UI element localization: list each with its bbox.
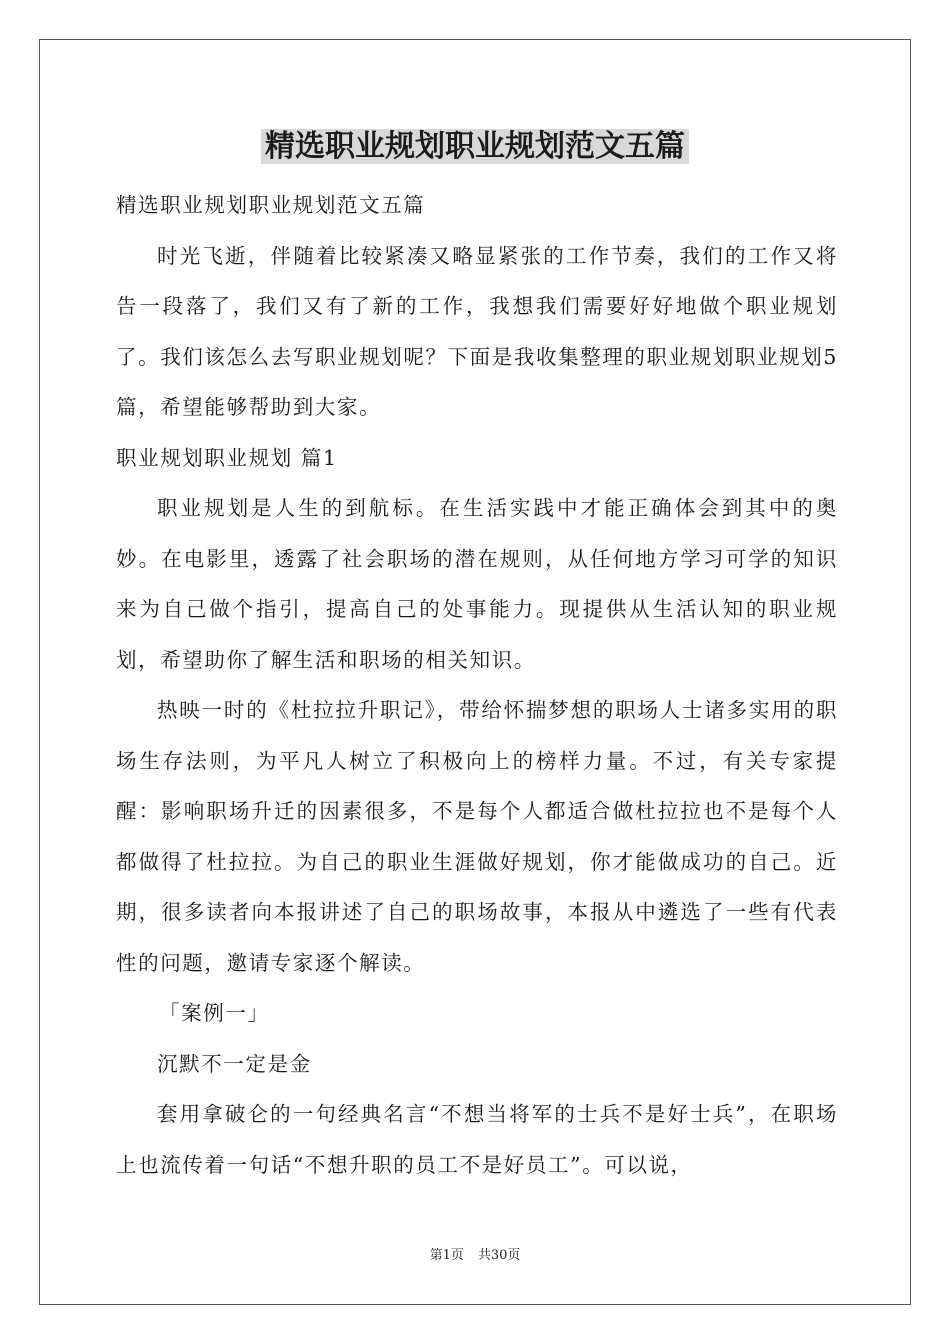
section-heading: 职业规划职业规划 篇1: [116, 445, 338, 470]
case-heading: 沉默不一定是金: [157, 1051, 312, 1076]
page-footer: [0, 1247, 950, 1265]
page-number: 第1页: [429, 1248, 464, 1263]
paragraph-body: 热映一时的《杜拉拉升职记》，带给怀揣梦想的职场人士诸多实用的职场生存法则，为平凡人树立了积极向上的榜样力量。不过，有关专家提醒：影响职场升迁的因素很多，不是每个人都适合做杜拉拉也不是每个人都做得了杜拉拉。为自己的职业生涯做好规划，你才能做成功的自己。近期，很多读者向本报讲述了自己的职场故事，本报从中遴选了一些有代表性的问题，邀请专家逐个解读。: [116, 698, 838, 975]
paragraph-subtitle: 精选职业规划职业规划范文五篇: [116, 193, 426, 217]
paragraph-body: 套用拿破仑的一句经典名言“不想当将军的士兵不是好士兵”，在职场上也流传着一句话“不想升职的员工不是好员工”。可以说，: [116, 1102, 838, 1177]
case-label: 「案例一」: [159, 1001, 270, 1025]
document-title-text: 精选职业规划职业规划范文五篇: [261, 129, 689, 164]
paragraph-body: 职业规划是人生的到航标。在生活实践中才能正确体会到其中的奥妙。在电影里，透露了社会职场的潜在规则，从任何地方学习可学的知识来为自己做个指引，提高自己的处事能力。现提供从生活认知的职业规划，希望助你了解生活和职场的相关知识。: [116, 496, 838, 672]
document-title: [0, 124, 950, 170]
page-total: 共30页: [477, 1248, 521, 1263]
document-body: [116, 180, 838, 1190]
paragraph-intro: 时光飞逝，伴随着比较紧凑又略显紧张的工作节奏，我们的工作又将告一段落了，我们又有了新的工作，我想我们需要好好地做个职业规划了。我们该怎么去写职业规划呢？下面是我收集整理的职业规划职业规划5篇，希望能够帮助到大家。: [116, 243, 838, 419]
